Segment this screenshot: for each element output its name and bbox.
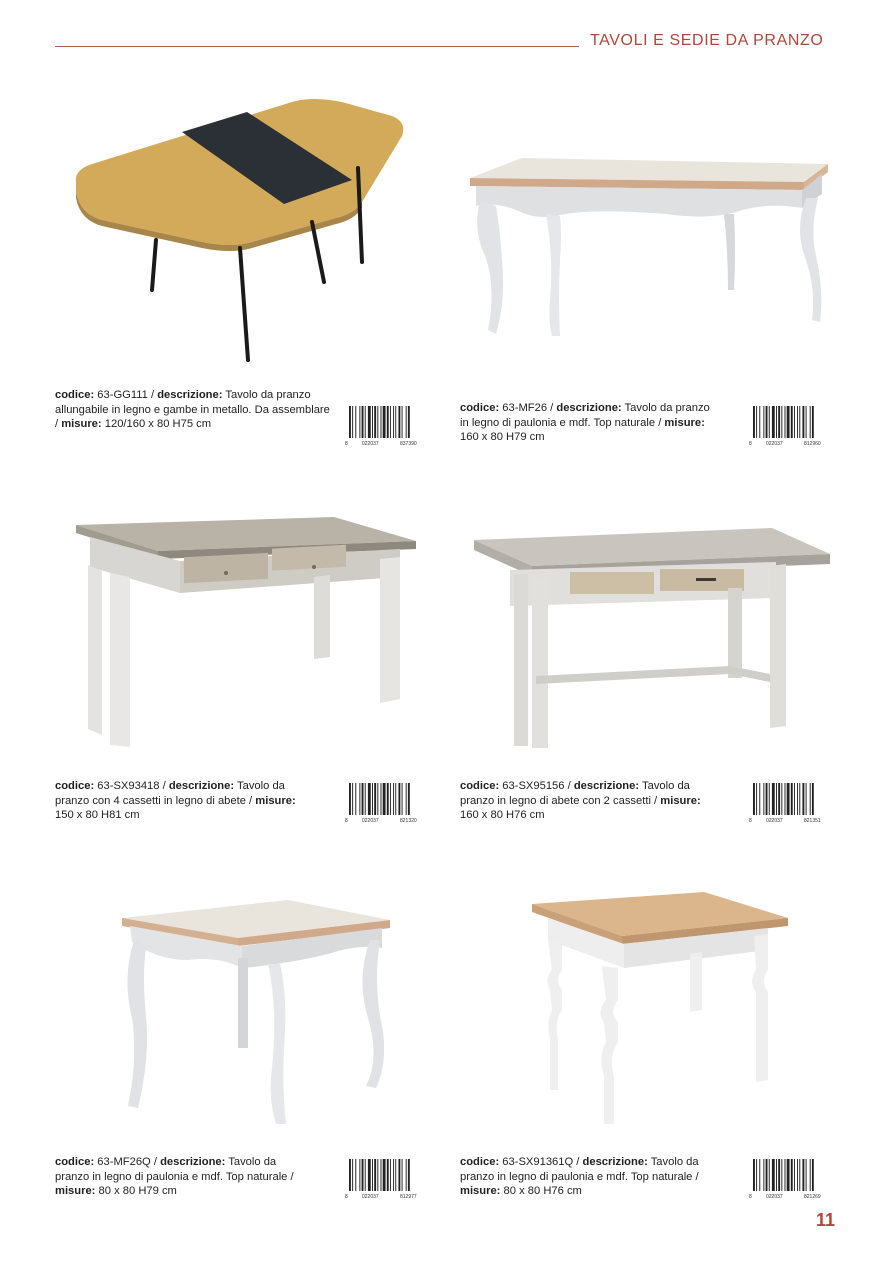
barcode: [344, 404, 430, 448]
barcode: [748, 404, 834, 448]
product-image-sx91361q: [528, 890, 792, 1126]
product-code: 63-MF26Q /: [94, 1156, 161, 1168]
product-description: Tavolo da pranzo in legno di abete con 2 cassetti /: [460, 780, 690, 807]
section-title: TAVOLI E SEDIE DA PRANZO: [590, 32, 824, 49]
description-label: descrizione:: [160, 1156, 226, 1168]
barcode-digits-left: 022037: [766, 818, 783, 824]
barcode-graphic: [748, 781, 834, 825]
size-label: misure:: [61, 418, 102, 430]
product-size: 150 x 80 H81 cm: [55, 809, 140, 821]
barcode-digits-left: 022037: [766, 441, 783, 447]
description-label: descrizione:: [556, 402, 622, 414]
code-label: codice:: [460, 402, 500, 414]
barcode-digits-left: 022037: [766, 1194, 783, 1200]
product-caption-3: [55, 779, 313, 823]
product-code: 63-SX91361Q /: [499, 1156, 583, 1168]
size-label: misure:: [660, 794, 701, 807]
product-description: Tavolo da pranzo in legno di paulonia e mdf. Top naturale /: [460, 1156, 699, 1183]
description-label: descrizione:: [573, 780, 640, 792]
product-size: 160 x 80 H76 cm: [460, 809, 545, 821]
barcode-graphic: [344, 1157, 430, 1201]
barcode-graphic: [748, 1157, 834, 1201]
product-description: Tavolo da pranzo allungabile in legno e gambe in metallo. Da assemblare /: [55, 389, 330, 430]
barcode-digit-prefix: 8: [749, 818, 752, 824]
code-label: codice:: [55, 1156, 95, 1168]
product-image-mf26q: [118, 898, 394, 1130]
description-label: descrizione:: [582, 1156, 648, 1168]
description-label: descrizione:: [168, 780, 235, 792]
barcode-digit-prefix: 8: [345, 441, 348, 447]
product-code: 63-SX93418 /: [94, 780, 169, 792]
code-label: codice:: [55, 780, 95, 792]
size-label: misure:: [55, 1185, 96, 1197]
product-size: 160 x 80 H79 cm: [460, 431, 545, 443]
code-label: codice:: [460, 780, 500, 792]
product-caption-2: [460, 401, 720, 445]
size-label: misure:: [664, 416, 705, 429]
product-caption-4: [460, 779, 720, 823]
product-image-gg111: [62, 92, 412, 372]
barcode-digits-left: 022037: [362, 441, 379, 447]
barcode-digits-right: 812977: [400, 1194, 417, 1200]
size-label: misure:: [255, 794, 296, 807]
barcode-digit-prefix: 8: [749, 1194, 752, 1200]
barcode-digits-right: 821269: [804, 1194, 821, 1200]
product-image-sx95156: [470, 526, 834, 750]
barcode: [344, 781, 430, 825]
header-rule: [55, 46, 579, 47]
description-label: descrizione:: [157, 389, 223, 401]
product-code: 63-SX95156 /: [499, 780, 574, 792]
product-caption-5: [55, 1155, 313, 1199]
product-code: 63-MF26 /: [499, 402, 557, 414]
product-size: 80 x 80 H79 cm: [95, 1185, 177, 1197]
barcode-digits-right: 812960: [804, 441, 821, 447]
barcode-digit-prefix: 8: [749, 441, 752, 447]
product-description: Tavolo da pranzo con 4 cassetti in legno di abete /: [55, 780, 285, 807]
page-number: 11: [816, 1210, 836, 1230]
barcode-graphic: [344, 404, 430, 448]
barcode-digits-left: 022037: [362, 818, 379, 824]
product-code: 63-GG111 /: [94, 389, 158, 401]
product-size: 80 x 80 H76 cm: [500, 1185, 582, 1197]
barcode-digit-prefix: 8: [345, 1194, 348, 1200]
barcode: [748, 1157, 834, 1201]
barcode-digit-prefix: 8: [345, 818, 348, 824]
product-caption-6: [460, 1155, 720, 1199]
barcode-graphic: [748, 404, 834, 448]
product-image-mf26: [466, 150, 836, 350]
size-label: misure:: [460, 1185, 501, 1197]
product-description: Tavolo da pranzo in legno di paulonia e mdf. Top naturale /: [460, 402, 710, 429]
code-label: codice:: [55, 389, 95, 401]
barcode-digits-left: 022037: [362, 1194, 379, 1200]
product-caption-1: [55, 388, 330, 432]
barcode-digits-right: 837390: [400, 441, 417, 447]
product-description: Tavolo da pranzo in legno di paulonia e mdf. Top naturale /: [55, 1156, 294, 1183]
product-size: 120/160 x 80 H75 cm: [101, 418, 212, 430]
barcode-graphic: [344, 781, 430, 825]
barcode-digits-right: 821351: [804, 818, 821, 824]
barcode: [344, 1157, 430, 1201]
code-label: codice:: [460, 1156, 500, 1168]
barcode-digits-right: 821320: [400, 818, 417, 824]
barcode: [748, 781, 834, 825]
product-image-sx93418: [74, 515, 420, 751]
